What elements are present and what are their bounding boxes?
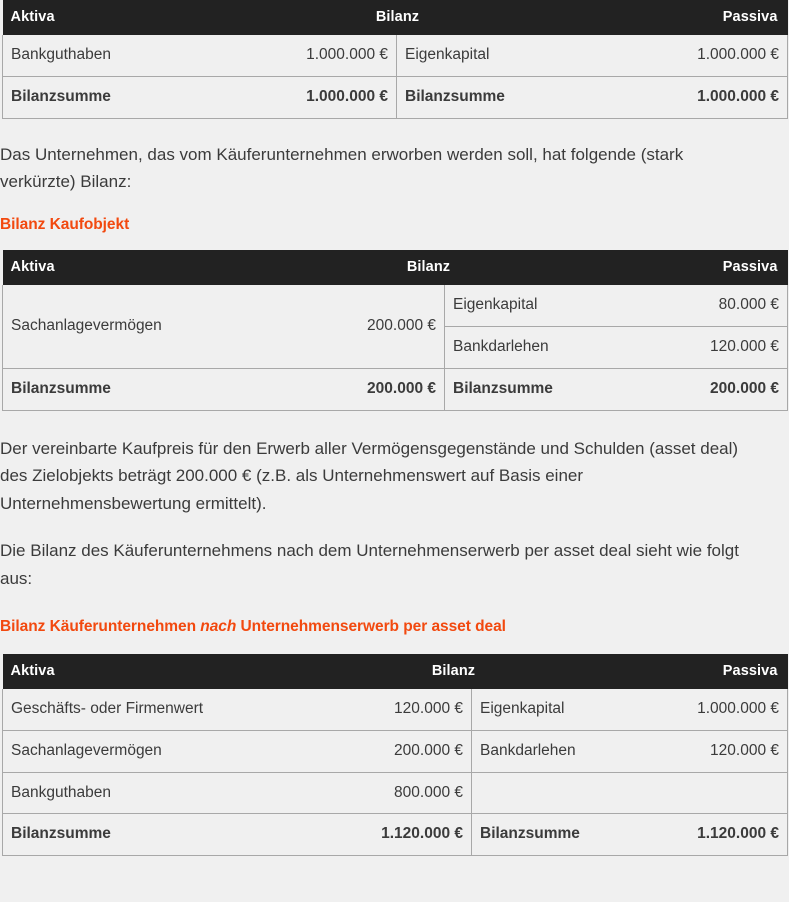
column-header-aktiva: Aktiva (3, 0, 203, 35)
total-label-right: Bilanzsumme (472, 814, 630, 856)
column-header-passiva: Passiva (593, 0, 788, 35)
column-header-bilanz: Bilanz (278, 654, 630, 689)
row-label-left: Bankguthaben (3, 772, 278, 814)
spacer (0, 637, 789, 654)
column-header-passiva: Passiva (630, 654, 788, 689)
total-label-right: Bilanzsumme (445, 368, 615, 410)
total-value-left: 1.000.000 € (203, 76, 397, 118)
column-header-bilanz: Bilanz (203, 0, 593, 35)
row-label-right: Bankdarlehen (472, 730, 630, 772)
total-value-left: 200.000 € (243, 368, 445, 410)
table-total-row (3, 368, 788, 410)
heading-text-post: Unternehmenserwerb per asset deal (236, 618, 506, 636)
balance-sheet-buyer-after (2, 654, 788, 856)
row-value-left: 200.000 € (278, 730, 472, 772)
total-value-right: 1.120.000 € (630, 814, 788, 856)
row-label-right: Bankdarlehen (445, 327, 615, 369)
row-label-left: Sachanlagevermögen (3, 730, 278, 772)
table-row (3, 35, 788, 76)
paragraph-intro-target: Das Unternehmen, das vom Käuferunternehmen erworben werden soll, hat folgende (stark verkürzte) Bilanz: (0, 144, 684, 192)
empty-cell (472, 772, 788, 814)
balance-sheet-buyer-before (2, 0, 788, 119)
row-label-left: Geschäfts- oder Firmenwert (3, 689, 278, 730)
spacer (0, 119, 789, 141)
table-row (3, 730, 788, 772)
row-value-right: 120.000 € (630, 730, 788, 772)
row-value-left: 800.000 € (278, 772, 472, 814)
row-label-right: Eigenkapital (397, 35, 593, 76)
table-header-row (3, 654, 788, 689)
row-value-right: 120.000 € (615, 327, 788, 369)
table-total-row (3, 814, 788, 856)
heading-text-pre: Bilanz Käuferunternehmen (0, 618, 201, 636)
total-label-left: Bilanzsumme (3, 368, 243, 410)
column-header-bilanz: Bilanz (243, 250, 615, 285)
total-value-left: 1.120.000 € (278, 814, 472, 856)
row-label-left: Sachanlagevermögen (3, 285, 243, 368)
row-value-left: 200.000 € (243, 285, 445, 368)
column-header-aktiva: Aktiva (3, 250, 243, 285)
paragraph-purchase-price: Der vereinbarte Kaufpreis für den Erwerb aller Vermögensgegenstände und Schulden (asset deal) des Zielobjekts beträgt 200.000 € (z.B. als Unternehmenswert auf Basis einer Unternehmensbewertung ermittelt). (0, 438, 739, 513)
table-header-row (3, 0, 788, 35)
table-total-row (3, 76, 788, 118)
heading-text: Bilanz Kaufobjekt (0, 215, 130, 233)
spacer (0, 592, 789, 618)
total-value-right: 200.000 € (615, 368, 788, 410)
table-header-row (3, 250, 788, 285)
paragraph-after-acquisition: Die Bilanz des Käuferunternehmens nach dem Unternehmenserwerb per asset deal sieht wie folgt aus: (0, 541, 739, 588)
column-header-aktiva: Aktiva (3, 654, 278, 689)
total-label-left: Bilanzsumme (3, 814, 278, 856)
heading-bilanz-kaeuferunternehmen-nach (0, 618, 789, 637)
row-value-left: 1.000.000 € (203, 35, 397, 76)
row-value-left: 120.000 € (278, 689, 472, 730)
table-row (3, 689, 788, 730)
table-row (3, 772, 788, 814)
row-value-right: 80.000 € (615, 285, 788, 326)
total-label-right: Bilanzsumme (397, 76, 593, 118)
row-label-right: Eigenkapital (445, 285, 615, 326)
column-header-passiva: Passiva (615, 250, 788, 285)
heading-bilanz-kaufobjekt (0, 216, 789, 235)
row-value-right: 1.000.000 € (593, 35, 788, 76)
total-value-right: 1.000.000 € (593, 76, 788, 118)
spacer (0, 234, 789, 250)
table-row (3, 285, 788, 326)
row-label-right: Eigenkapital (472, 689, 630, 730)
spacer (0, 517, 789, 537)
total-label-left: Bilanzsumme (3, 76, 203, 118)
balance-sheet-target (2, 250, 788, 410)
heading-text-italic: nach (200, 618, 237, 636)
spacer (0, 411, 789, 435)
row-label-left: Bankguthaben (3, 35, 203, 76)
spacer (0, 196, 789, 216)
row-value-right: 1.000.000 € (630, 689, 788, 730)
